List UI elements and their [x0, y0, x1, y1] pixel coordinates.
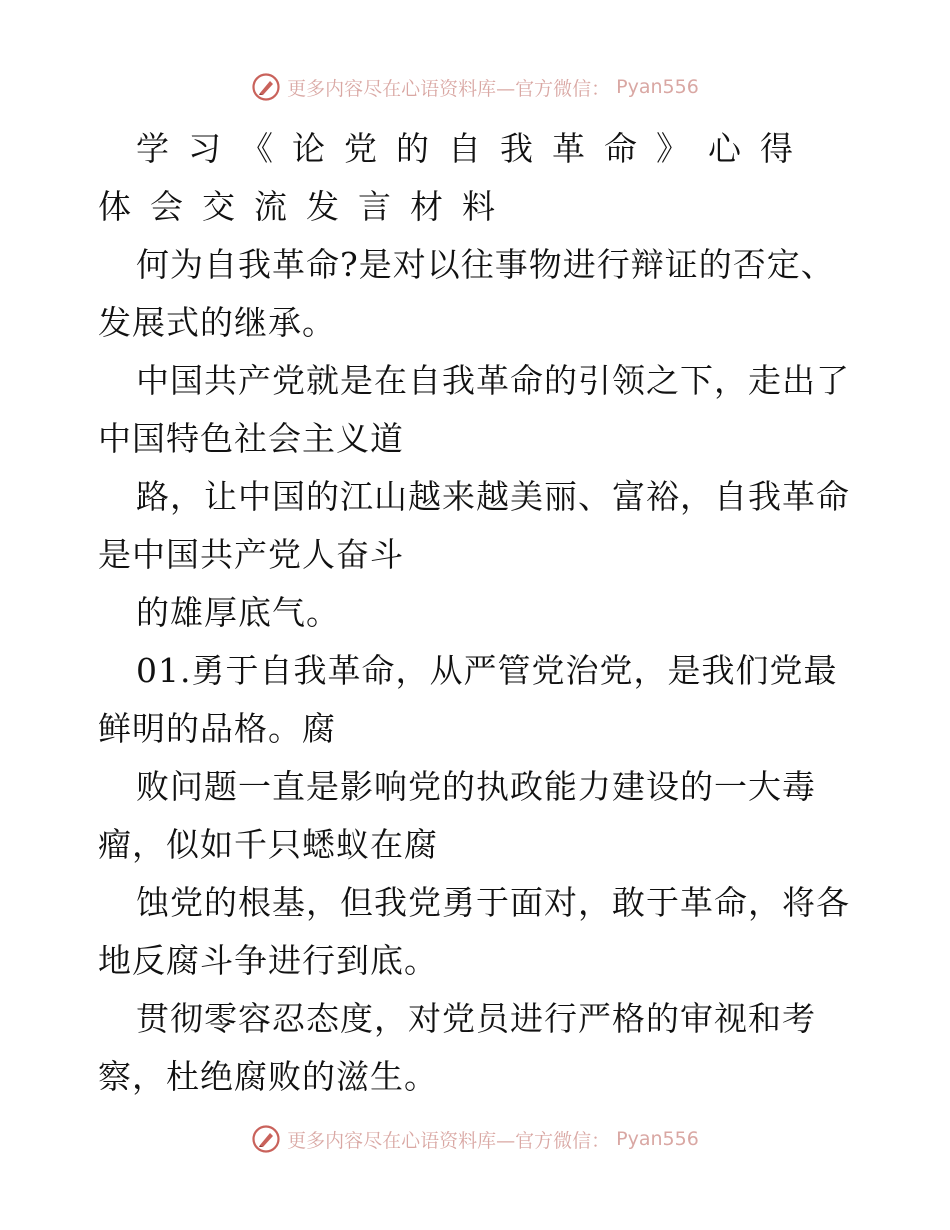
pen-logo-icon	[251, 72, 281, 102]
header-banner	[0, 72, 950, 102]
paragraph: 01.勇于自我革命，从严管党治党，是我们党最鲜明的品格。腐	[98, 651, 838, 748]
banner-handle: Pyan556	[616, 76, 699, 98]
paragraph: 路，让中国的江山越来越美丽、富裕，自我革命是中国共产党人奋斗	[98, 477, 850, 574]
pen-logo-icon	[251, 1124, 281, 1154]
footer-banner	[0, 1124, 950, 1154]
paragraph: 中国共产党就是在自我革命的引领之下，走出了中国特色社会主义道	[98, 361, 850, 458]
banner-text: 更多内容尽在心语资料库—官方微信：	[287, 1129, 611, 1152]
document-title: 学习《论党的自我革命》心得体会交流发言材料	[98, 129, 812, 226]
document-body	[98, 120, 858, 1106]
banner-text: 更多内容尽在心语资料库—官方微信：	[287, 77, 611, 100]
paragraph: 蚀党的根基，但我党勇于面对，敢于革命，将各地反腐斗争进行到底。	[98, 883, 850, 980]
banner-handle: Pyan556	[616, 1128, 699, 1150]
paragraph: 何为自我革命?是对以往事物进行辩证的否定、发展式的继承。	[98, 245, 835, 342]
paragraph: 败问题一直是影响党的执政能力建设的一大毒瘤，似如千只蟋蚁在腐	[98, 767, 816, 864]
paragraph: 贯彻零容忍态度，对党员进行严格的审视和考察，杜绝腐败的滋生。	[98, 999, 816, 1096]
paragraph: 的雄厚底气。	[136, 593, 340, 632]
